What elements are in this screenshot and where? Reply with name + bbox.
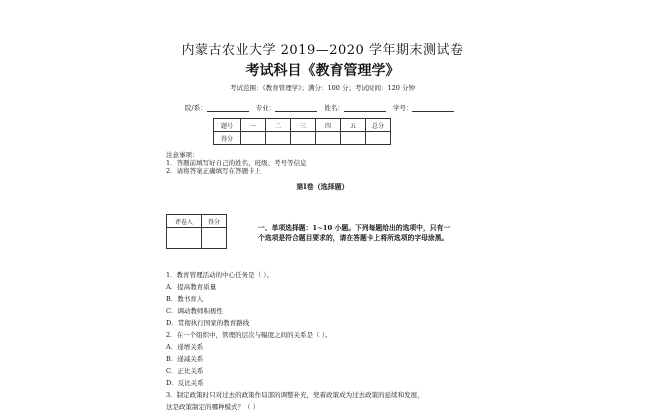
exam-title: 内蒙古农业大学 2019—2020 学年期末测试卷 <box>181 43 464 58</box>
question-stem-continuation: 这是政策制定的哪种模式？（ ） <box>166 403 260 411</box>
instructions-line: 个选项是符合题目要求的，请在答题卡上将所选项的字母涂黑。 <box>258 233 449 242</box>
question-option: B．教书育人 <box>166 295 204 303</box>
score-header-cell: 一 <box>241 119 266 132</box>
major-blank[interactable] <box>275 104 317 112</box>
note-item: 2．请将答案正确填写在答题卡上 <box>166 167 262 175</box>
score-cell[interactable] <box>341 132 366 145</box>
student-info-fields <box>185 103 459 112</box>
score-header-cell: 题号 <box>214 119 241 132</box>
score-cell[interactable] <box>241 132 266 145</box>
instructions-line: 一、单项选择题：1~10 小题。下列每题给出的选项中，只有一 <box>258 224 451 232</box>
score-header-cell: 总分 <box>366 119 391 132</box>
score-table <box>213 118 391 145</box>
name-label: 姓名： <box>324 104 344 112</box>
notes-heading: 注意事项： <box>166 151 199 159</box>
note-item: 1．答题前填写好自己的姓名、班级、考号等信息 <box>166 159 307 167</box>
question-option: D．贯彻执行国家的教育路线 <box>166 319 250 327</box>
grader-cell[interactable] <box>167 228 202 249</box>
score-header-cell: 三 <box>291 119 316 132</box>
grader-header-cell: 得分 <box>202 215 227 228</box>
score-header-cell: 二 <box>266 119 291 132</box>
question-option: C．正比关系 <box>166 367 204 375</box>
score-header-cell: 四 <box>316 119 341 132</box>
exam-info: 考试范围：《教育管理学》；满分：100 分；考试时间：120 分钟 <box>230 84 415 92</box>
score-table-header-row <box>214 119 391 132</box>
college-blank[interactable] <box>207 104 249 112</box>
question-option: C．调动教师积极性 <box>166 307 223 315</box>
question-option: A．递增关系 <box>166 343 204 351</box>
major-label: 专业： <box>255 104 276 112</box>
score-header-cell: 五 <box>341 119 366 132</box>
question-option: D．反比关系 <box>166 379 204 387</box>
question-stem: 1．教育管理活动的中心任务是（ ）。 <box>166 271 273 279</box>
college-label: 院/系： <box>185 104 207 112</box>
score-cell[interactable] <box>366 132 391 145</box>
grader-table <box>166 214 227 249</box>
score-row-label: 得分 <box>214 132 241 145</box>
score-cell[interactable] <box>316 132 341 145</box>
score-cell[interactable] <box>291 132 316 145</box>
student-id-blank[interactable] <box>412 104 454 112</box>
score-cell[interactable] <box>266 132 291 145</box>
question-option: B．递减关系 <box>166 355 204 363</box>
section-instructions <box>258 224 450 243</box>
student-id-label: 学号： <box>392 104 413 112</box>
subject-title: 考试科目《教育管理学》 <box>245 63 400 79</box>
grader-cell[interactable] <box>202 228 227 249</box>
question-stem: 2．在一个组织中，管理的层次与幅度之间的关系是（ ）。 <box>166 331 332 339</box>
question-option: A．提高教育质量 <box>166 283 217 291</box>
name-blank[interactable] <box>344 104 386 112</box>
score-table-score-row <box>214 132 391 145</box>
question-stem: 3．制定政策时只对过去的政策作局部的调整补充，兜着政策成为过去政策的延续和发展， <box>166 391 424 399</box>
grader-header-cell: 评卷人 <box>167 215 202 228</box>
section-title: 第I卷（选择题） <box>296 182 349 191</box>
